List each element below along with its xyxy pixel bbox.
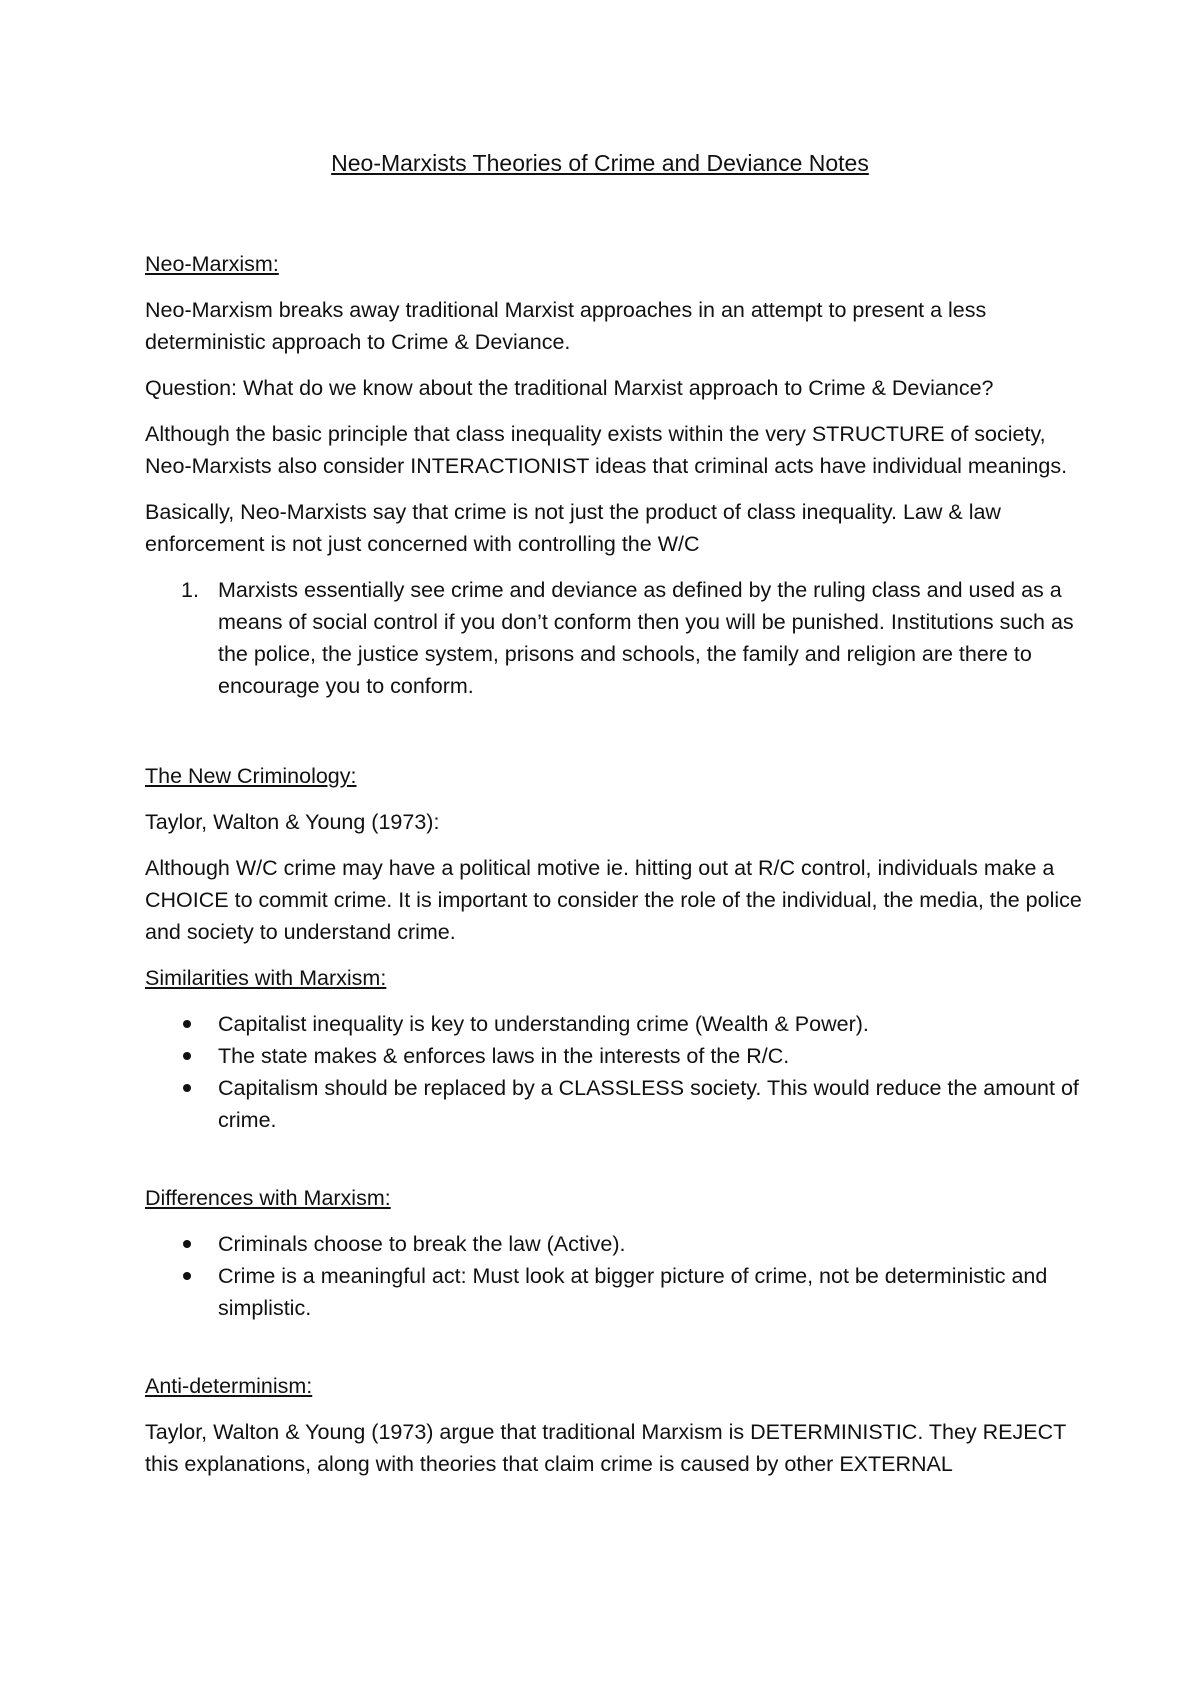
paragraph: Basically, Neo-Marxists say that crime is not just the product of class inequality. Law & law enforcement is not just concerned with controlling the W/C [145, 500, 1001, 556]
section-heading-neo-marxism: Neo-Marxism: [145, 252, 279, 276]
bullet-icon [183, 1084, 191, 1092]
list-item-text: Criminals choose to break the law (Active). [218, 1232, 626, 1256]
list-item [145, 574, 1085, 702]
paragraph: Taylor, Walton & Young (1973) argue that traditional Marxism is DETERMINISTIC. They REJECT this explanations, along with theories that claim crime is caused by other EXTERNAL [145, 1420, 1066, 1476]
list-number: 1. [181, 578, 199, 602]
list-item-text: The state makes & enforces laws in the interests of the R/C. [218, 1044, 790, 1068]
section-heading-anti-determinism: Anti-determinism: [145, 1374, 313, 1398]
bullet-list-similarities [145, 1008, 1085, 1136]
bullet-list-differences [145, 1228, 1085, 1324]
subheading-similarities: Similarities with Marxism: [145, 966, 387, 990]
bullet-icon [183, 1052, 191, 1060]
document-title: Neo-Marxists Theories of Crime and Deviance Notes [331, 150, 869, 176]
list-item [145, 1008, 1085, 1040]
section-heading-new-criminology: The New Criminology: [145, 764, 357, 788]
list-item [145, 1260, 1085, 1324]
list-item-text: Capitalist inequality is key to understanding crime (Wealth & Power). [218, 1012, 869, 1036]
numbered-list [145, 574, 1085, 702]
bullet-icon [183, 1240, 191, 1248]
list-item [145, 1040, 1085, 1072]
list-item-text: Marxists essentially see crime and deviance as defined by the ruling class and used as a means of social control if you don’t conform then you will be punished. Institutions such as the police, the justice system, prisons and schools, the family and religion are there to encourage you to conform. [218, 578, 1074, 698]
subheading-differences: Differences with Marxism: [145, 1186, 391, 1210]
paragraph: Although W/C crime may have a political motive ie. hitting out at R/C control, individuals make a CHOICE to commit crime. It is important to consider the role of the individual, the media, the police and society to understand crime. [145, 856, 1082, 944]
bullet-icon [183, 1020, 191, 1028]
paragraph: Taylor, Walton & Young (1973): [145, 810, 440, 834]
paragraph: Neo-Marxism breaks away traditional Marxist approaches in an attempt to present a less deterministic approach to Crime & Deviance. [145, 298, 987, 354]
paragraph: Although the basic principle that class inequality exists within the very STRUCTURE of society, Neo-Marxists also consider INTERACTIONIST ideas that criminal acts have individual meanings. [145, 422, 1068, 478]
list-item [145, 1228, 1085, 1260]
list-item-text: Crime is a meaningful act: Must look at bigger picture of crime, not be deterministic and simplistic. [218, 1264, 1048, 1320]
bullet-icon [183, 1272, 191, 1280]
paragraph: Question: What do we know about the traditional Marxist approach to Crime & Deviance? [145, 376, 994, 400]
document-body [145, 248, 1085, 1494]
list-item [145, 1072, 1085, 1136]
list-item-text: Capitalism should be replaced by a CLASSLESS society. This would reduce the amount of crime. [218, 1076, 1079, 1132]
